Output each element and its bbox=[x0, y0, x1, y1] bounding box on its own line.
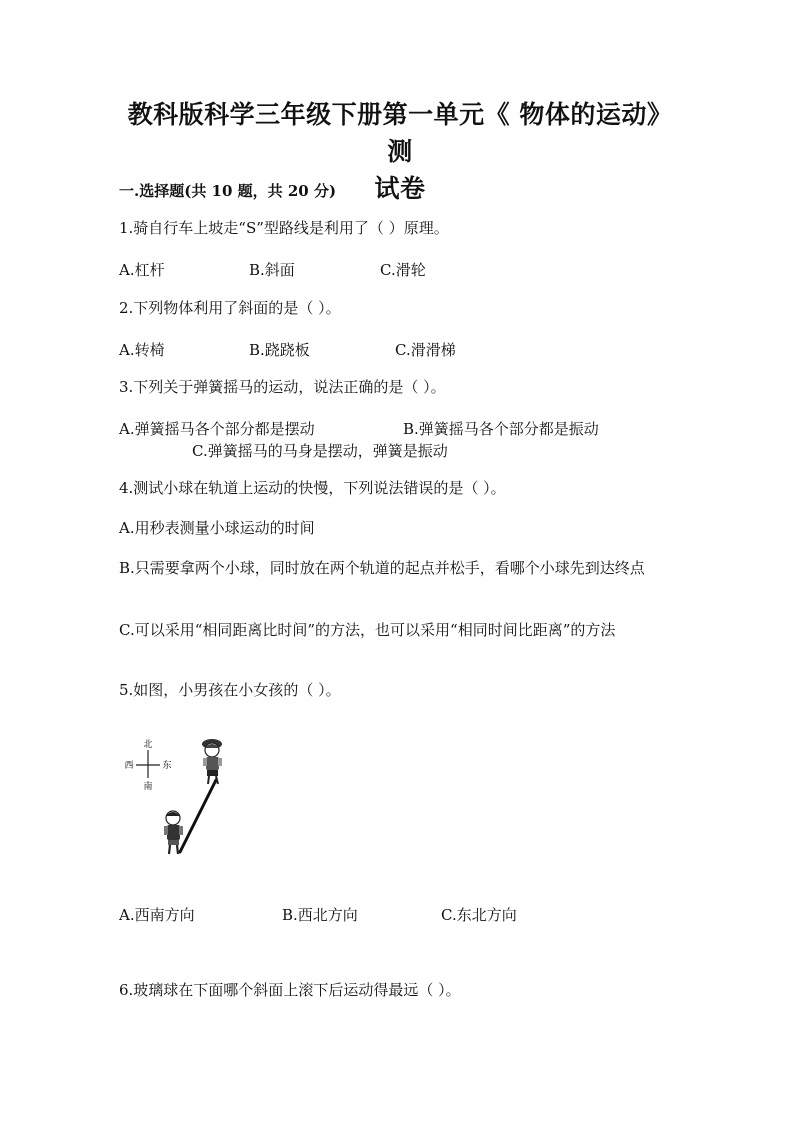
title-line-1: 教科版科学三年级下册第一单元《 物体的运动》测 bbox=[127, 100, 673, 166]
compass-south-label: 南 bbox=[143, 782, 153, 792]
girl-icon bbox=[202, 739, 222, 784]
title-line-2: 试卷 bbox=[374, 174, 426, 203]
q3-option-a: A.弹簧摇马各个部分都是摆动 bbox=[119, 420, 315, 438]
q2-option-a: A.转椅 bbox=[119, 341, 165, 359]
question-3-stem: 3.下列关于弹簧摇马的运动，说法正确的是（ ）。 bbox=[119, 378, 446, 396]
boy-icon bbox=[164, 811, 183, 854]
path-line bbox=[180, 780, 216, 852]
q2-option-b: B.跷跷板 bbox=[249, 341, 310, 359]
question-5-stem: 5.如图，小男孩在小女孩的（ ）。 bbox=[119, 681, 341, 699]
q2-option-c: C.滑滑梯 bbox=[395, 341, 456, 359]
compass-east-label: 东 bbox=[162, 761, 172, 771]
question-4-stem: 4.测试小球在轨道上运动的快慢，下列说法错误的是（ ）。 bbox=[119, 479, 506, 497]
q5-option-a: A.西南方向 bbox=[119, 906, 195, 924]
section-heading: 一.选择题(共 10 题，共 20 分) bbox=[119, 182, 337, 200]
direction-figure bbox=[112, 730, 242, 865]
q3-option-c: C.弹簧摇马的马身是摆动，弹簧是振动 bbox=[192, 442, 448, 460]
question-2-stem: 2.下列物体利用了斜面的是（ ）。 bbox=[119, 299, 341, 317]
question-6-stem: 6.玻璃球在下面哪个斜面上滚下后运动得最远（ ）。 bbox=[119, 981, 461, 999]
q3-option-b: B.弹簧摇马各个部分都是振动 bbox=[403, 420, 599, 438]
q4-option-b: B.只需要拿两个小球，同时放在两个轨道的起点并松手，看哪个小球先到达终点 bbox=[119, 559, 645, 577]
q5-option-c: C.东北方向 bbox=[441, 906, 517, 924]
question-1-stem: 1.骑自行车上坡走“S”型路线是利用了（ ）原理。 bbox=[119, 219, 449, 237]
q1-option-b: B.斜面 bbox=[249, 261, 295, 279]
q4-option-a: A.用秒表测量小球运动的时间 bbox=[119, 519, 315, 537]
q1-option-c: C.滑轮 bbox=[380, 261, 426, 279]
q1-option-a: A.杠杆 bbox=[119, 261, 165, 279]
direction-figure-svg bbox=[112, 730, 242, 865]
compass-west-label: 西 bbox=[124, 761, 134, 771]
q5-option-b: B.西北方向 bbox=[282, 906, 358, 924]
q4-option-c: C.可以采用“相同距离比时间”的方法，也可以采用“相同时间比距离”的方法 bbox=[119, 621, 616, 639]
compass-north-label: 北 bbox=[143, 740, 153, 750]
